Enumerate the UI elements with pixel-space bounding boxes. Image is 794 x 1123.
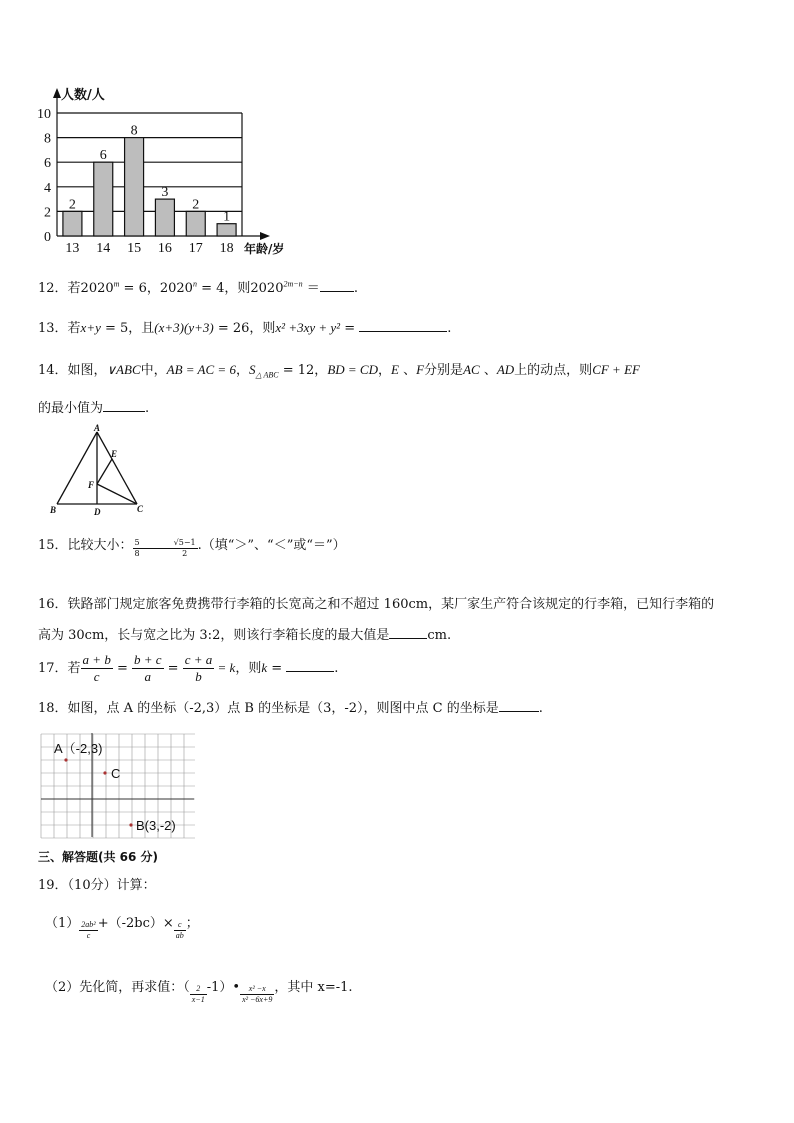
q14-tail: 上的动点，则 bbox=[514, 363, 593, 378]
q19-p2-f2-den: x² −6x+9 bbox=[242, 995, 273, 1004]
bar bbox=[155, 199, 174, 236]
bar-data-label: 1 bbox=[223, 209, 231, 225]
q12-answer-blank[interactable] bbox=[320, 279, 354, 292]
bar bbox=[94, 162, 113, 236]
q12-end: . bbox=[353, 281, 358, 296]
q19-p1-fraction-2 bbox=[174, 920, 186, 941]
q12-eq2: = 4，则 bbox=[196, 281, 251, 296]
q19-p2-fraction-2 bbox=[240, 984, 274, 1005]
question-14-line2 bbox=[38, 397, 149, 416]
question-16-line2 bbox=[38, 624, 451, 643]
x-tick-label: 14 bbox=[96, 241, 111, 256]
question-19-title: 19．（10分）计算： bbox=[38, 878, 156, 893]
q12-base-2: 2020 bbox=[159, 281, 193, 296]
y-tick-label: 4 bbox=[44, 180, 51, 196]
q13-prefix: 13．若 bbox=[38, 321, 81, 336]
bar-data-label: 2 bbox=[68, 197, 76, 213]
q19-p2-label: （2）先化简，再求值：（ bbox=[45, 980, 190, 995]
q17-eq-k: = k bbox=[214, 660, 236, 675]
q12-eq3: ＝ bbox=[302, 281, 320, 296]
y-tick-label: 6 bbox=[44, 156, 51, 172]
q17-fraction-2 bbox=[132, 652, 164, 685]
label-f: F bbox=[88, 480, 95, 490]
q15-prefix: 15．比较大小： bbox=[38, 538, 133, 553]
x-tick-label: 18 bbox=[219, 241, 234, 256]
bar bbox=[217, 224, 236, 236]
q19-p2-f2-num: x² −x bbox=[240, 984, 274, 995]
point-c-label: C bbox=[111, 766, 121, 781]
q15-fraction-2 bbox=[172, 538, 198, 559]
q12-prefix: 12．若 bbox=[38, 281, 81, 296]
question-19-part1 bbox=[45, 906, 199, 941]
q14-line2: 的最小值为 bbox=[38, 401, 104, 416]
section-3-title: 三、解答题(共 66 分) bbox=[38, 850, 159, 864]
q13-eq3: = bbox=[340, 321, 360, 336]
segment-ac bbox=[97, 432, 137, 504]
q14-sep3: ， bbox=[377, 363, 391, 378]
bar-data-label: 6 bbox=[99, 148, 107, 164]
y-axis-arrow bbox=[53, 88, 61, 98]
question-16-line1 bbox=[38, 593, 714, 612]
q14-cond-ab-ac: AB = AC = 6 bbox=[166, 362, 236, 377]
q14-zhong: 中， bbox=[140, 363, 167, 378]
bar-data-label: 3 bbox=[161, 185, 169, 201]
point-a-label: A（-2,3) bbox=[54, 741, 103, 756]
q14-prefix: 14．如图， bbox=[38, 363, 107, 378]
label-a: A bbox=[94, 423, 101, 433]
y-tick-label: 0 bbox=[44, 230, 51, 245]
coordinate-grid-figure-18 bbox=[40, 733, 196, 839]
q14-triangle: ∨ABC bbox=[106, 362, 141, 377]
q13-eq1: = 5，且 bbox=[100, 321, 155, 336]
q19-p2-f1-den: x−1 bbox=[191, 995, 205, 1004]
q19-p1-f2-den: ab bbox=[175, 931, 184, 940]
q16-line1: 16．铁路部门规定旅客免费携带行李箱的长宽高之和不超过 160cm，某厂家生产符合该规定的行李箱，已知行李箱的 bbox=[38, 597, 715, 612]
q17-d1: c bbox=[93, 669, 100, 684]
q17-end: . bbox=[334, 661, 339, 676]
q14-dun2: 、 bbox=[479, 363, 497, 378]
point-a bbox=[64, 758, 67, 761]
q17-fraction-3 bbox=[183, 652, 215, 685]
q19-p1-f2-num: c bbox=[174, 920, 186, 931]
question-15 bbox=[38, 532, 346, 559]
x-tick-label: 16 bbox=[157, 241, 172, 256]
x-axis-label: 年龄/岁 bbox=[244, 242, 285, 256]
q16-unit: cm. bbox=[427, 628, 452, 643]
q17-answer-blank[interactable] bbox=[286, 659, 334, 672]
q14-cond-bd-cd: BD = CD bbox=[327, 362, 378, 377]
q14-seg-ac: AC bbox=[463, 362, 480, 377]
q19-p1-f1-den: c bbox=[86, 931, 91, 940]
q13-expr2: (x+3)(y+3) bbox=[154, 320, 214, 335]
x-tick-label: 15 bbox=[127, 241, 142, 256]
bar-data-label: 2 bbox=[192, 197, 200, 213]
q13-expr3: x² +3xy + y² bbox=[275, 320, 341, 335]
bar bbox=[63, 211, 82, 236]
segment-ab bbox=[57, 432, 97, 504]
q14-seg-ad: AD bbox=[496, 362, 515, 377]
q19-p2-mid: -1）• bbox=[206, 980, 241, 995]
bar-data-label: 8 bbox=[130, 123, 138, 139]
q14-area-eq: = 12 bbox=[278, 363, 315, 378]
q13-eq2: = 26，则 bbox=[213, 321, 276, 336]
q17-tail: ，则 bbox=[235, 661, 262, 676]
q12-eq1: = 6， bbox=[119, 281, 160, 296]
q14-sep2: ， bbox=[314, 363, 328, 378]
point-c bbox=[103, 771, 106, 774]
q15-fraction-1 bbox=[133, 538, 142, 559]
q17-eq: = bbox=[267, 661, 287, 676]
q14-area-sub: △ ABC bbox=[255, 370, 279, 380]
q12-exp-2m-n: 2m−n bbox=[283, 279, 303, 289]
q19-p1-fraction-1 bbox=[79, 920, 97, 941]
q18-end: . bbox=[538, 701, 543, 716]
age-bar-chart bbox=[30, 80, 310, 260]
label-e: E bbox=[111, 449, 118, 459]
q12-base-3: 2020 bbox=[250, 281, 284, 296]
y-tick-label: 2 bbox=[44, 205, 51, 221]
bar bbox=[125, 138, 144, 236]
point-b-label: B(3,-2) bbox=[136, 818, 176, 833]
q15-f2-num: √5−1 bbox=[173, 538, 196, 547]
question-14-line1 bbox=[38, 359, 640, 380]
q19-p1-f1-num: 2ab² bbox=[81, 920, 96, 929]
q17-prefix: 17．若 bbox=[38, 661, 81, 676]
q17-n1: a + b bbox=[82, 652, 111, 667]
q15-f1-num: 5 bbox=[134, 538, 140, 547]
label-d: D bbox=[94, 507, 101, 517]
x-axis-arrow bbox=[260, 232, 270, 240]
q17-d3: b bbox=[195, 669, 202, 684]
q14-point-f: F bbox=[416, 362, 425, 377]
q17-fraction-1 bbox=[81, 652, 113, 685]
q14-point-e: E bbox=[391, 362, 399, 377]
q18-text: 18．如图，点 A 的坐标（-2,3）点 B 的坐标是（3，-2），则图中点 C 的坐标是 bbox=[38, 701, 499, 716]
q15-f2-den: 2 bbox=[182, 549, 188, 558]
segment-ef bbox=[97, 459, 112, 484]
q12-exp-m: m bbox=[113, 279, 120, 289]
label-b: B bbox=[50, 505, 57, 515]
q18-answer-blank[interactable] bbox=[499, 699, 539, 712]
q13-answer-blank[interactable] bbox=[359, 319, 447, 332]
q19-p2-fraction-1 bbox=[190, 984, 207, 1005]
q15-f1-den: 8 bbox=[134, 549, 140, 558]
q19-p1-mid: +（-2bc）× bbox=[97, 916, 174, 931]
q13-end: . bbox=[447, 321, 452, 336]
q17-k: k bbox=[261, 660, 268, 675]
q17-n2: b + c bbox=[134, 652, 162, 667]
q15-tail: .（填“＞”、“＜”或“＝”） bbox=[197, 538, 346, 553]
x-tick-label: 13 bbox=[65, 241, 80, 256]
q12-exp-n: n bbox=[192, 279, 197, 289]
question-17: 17．若 $\frac{a + b}{c}$ = $\frac{b + c}{a}$ = $\frac{c + a}{b}$ = k，则k = . bbox=[38, 652, 339, 684]
q19-p2-end: ，其中 x=-1. bbox=[274, 980, 353, 995]
question-12 bbox=[38, 277, 358, 296]
q19-p1-label: （1） bbox=[45, 916, 80, 931]
q14-answer-blank[interactable] bbox=[103, 399, 145, 412]
q14-end: . bbox=[145, 401, 150, 416]
label-c: C bbox=[137, 504, 144, 514]
q16-answer-blank[interactable] bbox=[389, 626, 427, 639]
bar bbox=[186, 211, 205, 236]
y-tick-label: 10 bbox=[37, 107, 51, 122]
q17-d2: a bbox=[144, 669, 152, 684]
point-b bbox=[129, 823, 132, 826]
question-19-part2 bbox=[45, 970, 353, 1005]
triangle-figure-14 bbox=[45, 422, 155, 518]
q13-expr1: x+y bbox=[80, 320, 101, 335]
y-axis-label: 人数/人 bbox=[61, 88, 105, 103]
q14-mid: 分别是 bbox=[424, 363, 464, 378]
y-tick-label: 8 bbox=[44, 131, 51, 147]
question-13 bbox=[38, 317, 451, 336]
q14-area-s: S bbox=[248, 362, 256, 377]
q14-dun: 、 bbox=[398, 363, 417, 378]
q17-n3: c + a bbox=[184, 652, 213, 667]
q19-p2-f1-num: 2 bbox=[190, 984, 207, 995]
q16-line2: 高为 30cm，长与宽之比为 3:2，则该行李箱长度的最大值是 bbox=[38, 628, 390, 643]
q19-p1-end: ； bbox=[185, 916, 199, 931]
q15-answer-blank[interactable] bbox=[142, 536, 172, 549]
question-18 bbox=[38, 697, 543, 716]
q14-sep1: ， bbox=[235, 363, 249, 378]
x-tick-label: 17 bbox=[188, 241, 203, 256]
q14-cf-ef: CF + EF bbox=[592, 362, 640, 377]
q12-base-1: 2020 bbox=[80, 281, 114, 296]
